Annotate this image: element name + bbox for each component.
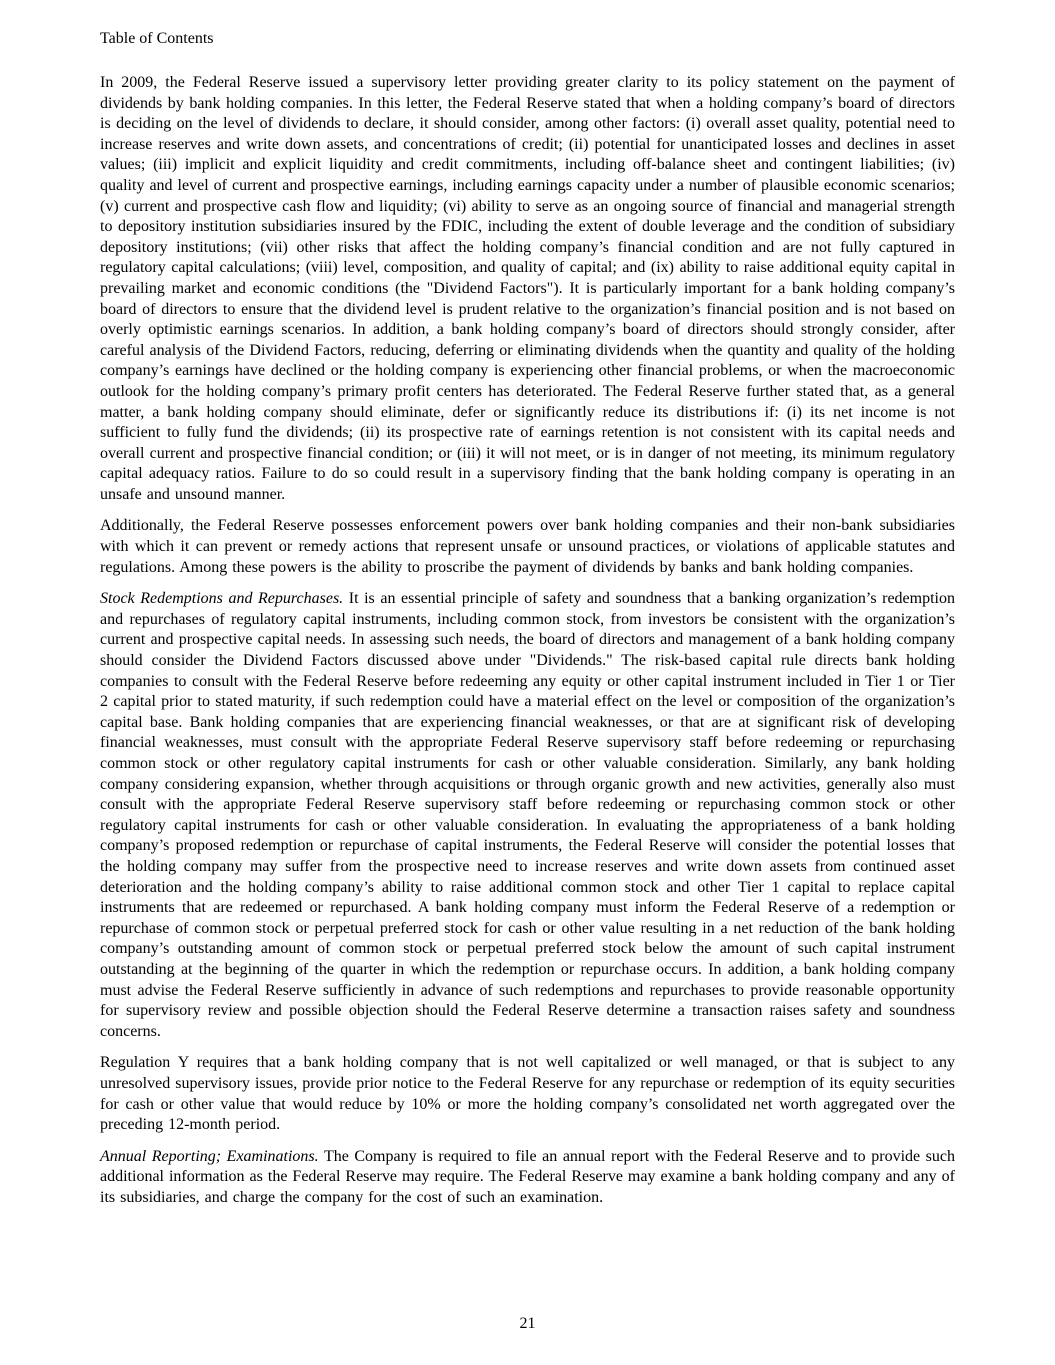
paragraph-text: In 2009, the Federal Reserve issued a supervisory letter providing greater clarity to its policy statement on the payment of dividends by bank holding companies. In this letter, the Federal Reserve stated that when a holding company’s board of directors is deciding on the level of dividends to declare, it should consider, among other factors: (i) overall asset quality, potential need to increase reserves and write down assets, and concentrations of credit; (ii) potential for unanticipated losses and declines in asset values; (iii) implicit and explicit liquidity and credit commitments, including off-balance sheet and contingent liabilities; (iv) quality and level of current and prospective earnings, including earnings capacity under a number of plausible economic scenarios; (v) current and prospective cash flow and liquidity; (vi) ability to serve as an ongoing source of financial and managerial strength to depository institution subsidiaries insured by the FDIC, including the extent of double leverage and the condition of subsidiary depository institutions; (vii) other risks that affect the holding company’s financial condition and are not fully captured in regulatory capital calculations; (viii) level, composition, and quality of capital; and (ix) ability to raise additional equity capital in prevailing market and economic conditions (the "Dividend Factors"). It is particularly important for a bank holding company’s board of directors to ensure that the dividend level is prudent relative to the organization’s financial position and is not based on overly optimistic earnings scenarios. In addition, a bank holding company’s board of directors should strongly consider, after careful analysis of the Dividend Factors, reducing, deferring or eliminating dividends when the quantity and quality of the holding company’s earnings have declined or the holding company is experiencing other financial problems, or when the macroeconomic outlook for the holding company’s primary profit centers has deteriorated. The Federal Reserve further stated that, as a general matter, a bank holding company should eliminate, defer or significantly reduce its distributions if: (i) its net income is not sufficient to fully fund the dividends; (ii) its prospective rate of earnings retention is not consistent with its capital needs and overall current and prospective financial condition; or (iii) it will not meet, or is in danger of not meeting, its minimum regulatory capital adequacy ratios. Failure to do so could result in a supervisory finding that the bank holding company is operating in an unsafe and unsound manner. [100, 74, 955, 503]
paragraph-regulation-y [100, 1053, 955, 1135]
paragraph-lead: Annual Reporting; Examinations. [100, 1147, 319, 1165]
table-of-contents-link[interactable]: Table of Contents [100, 30, 214, 47]
page-number: 21 [519, 1315, 536, 1332]
document-body [100, 73, 955, 1208]
paragraph-text: Regulation Y requires that a bank holding company that is not well capitalized or well managed, or that is subject to any unresolved supervisory issues, provide prior notice to the Federal Reserve for any repurchase or redemption of its equity securities for cash or other value that would reduce by 10% or more the holding company’s consolidated net worth aggregated over the preceding 12-month period. [100, 1054, 955, 1134]
paragraph-text: Additionally, the Federal Reserve possesses enforcement powers over bank holding companies and their non-bank subsidiaries with which it can prevent or remedy actions that represent unsafe or unsound practices, or violations of applicable statutes and regulations. Among these powers is the ability to proscribe the payment of dividends by banks and bank holding companies. [100, 517, 955, 576]
paragraph-text: It is an essential principle of safety and soundness that a banking organization’s redemption and repurchases of regulatory capital instruments, including common stock, from investors be consistent with the organization’s current and prospective capital needs. In assessing such needs, the board of directors and management of a bank holding company should consider the Dividend Factors discussed above under "Dividends." The risk-based capital rule directs bank holding companies to consult with the Federal Reserve before redeeming any equity or other capital instrument included in Tier 1 or Tier 2 capital prior to stated maturity, if such redemption could have a material effect on the level or composition of the organization’s capital base. Bank holding companies that are experiencing financial weaknesses, or that are at significant risk of developing financial weaknesses, must consult with the appropriate Federal Reserve supervisory staff before redeeming or repurchasing common stock or other regulatory capital instruments for cash or other valuable consideration. Similarly, any bank holding company considering expansion, whether through acquisitions or through organic growth and new activities, generally also must consult with the appropriate Federal Reserve supervisory staff before redeeming or repurchasing common stock or other regulatory capital instruments for cash or other valuable consideration. In evaluating the appropriateness of a bank holding company’s proposed redemption or repurchase of capital instruments, the Federal Reserve will consider the potential losses that the holding company may suffer from the prospective need to increase reserves and write down assets from continued asset deterioration and the holding company’s ability to raise additional common stock and other Tier 1 capital to replace capital instruments that are redeemed or repurchased. A bank holding company must inform the Federal Reserve of a redemption or repurchase of common stock or perpetual preferred stock for cash or other value resulting in a net reduction of the bank holding company’s outstanding amount of common stock or perpetual preferred stock below the amount of such capital instrument outstanding at the beginning of the quarter in which the redemption or repurchase occurs. In addition, a bank holding company must advise the Federal Reserve sufficiently in advance of such redemptions and repurchases to provide reasonable opportunity for supervisory review and possible objection should the Federal Reserve determine a transaction raises safety and soundness concerns. [100, 590, 955, 1040]
paragraph-lead: Stock Redemptions and Repurchases. [100, 590, 344, 608]
paragraph-dividend-factors [100, 73, 955, 505]
paragraph-stock-redemptions [100, 589, 955, 1042]
paragraph-annual-reporting [100, 1147, 955, 1209]
paragraph-text: The Company is required to file an annual report with the Federal Reserve and to provide such additional information as the Federal Reserve may require. The Federal Reserve may examine a bank holding company and any of its subsidiaries, and charge the company for the cost of such an examination. [100, 1147, 956, 1206]
paragraph-enforcement-powers [100, 516, 955, 578]
